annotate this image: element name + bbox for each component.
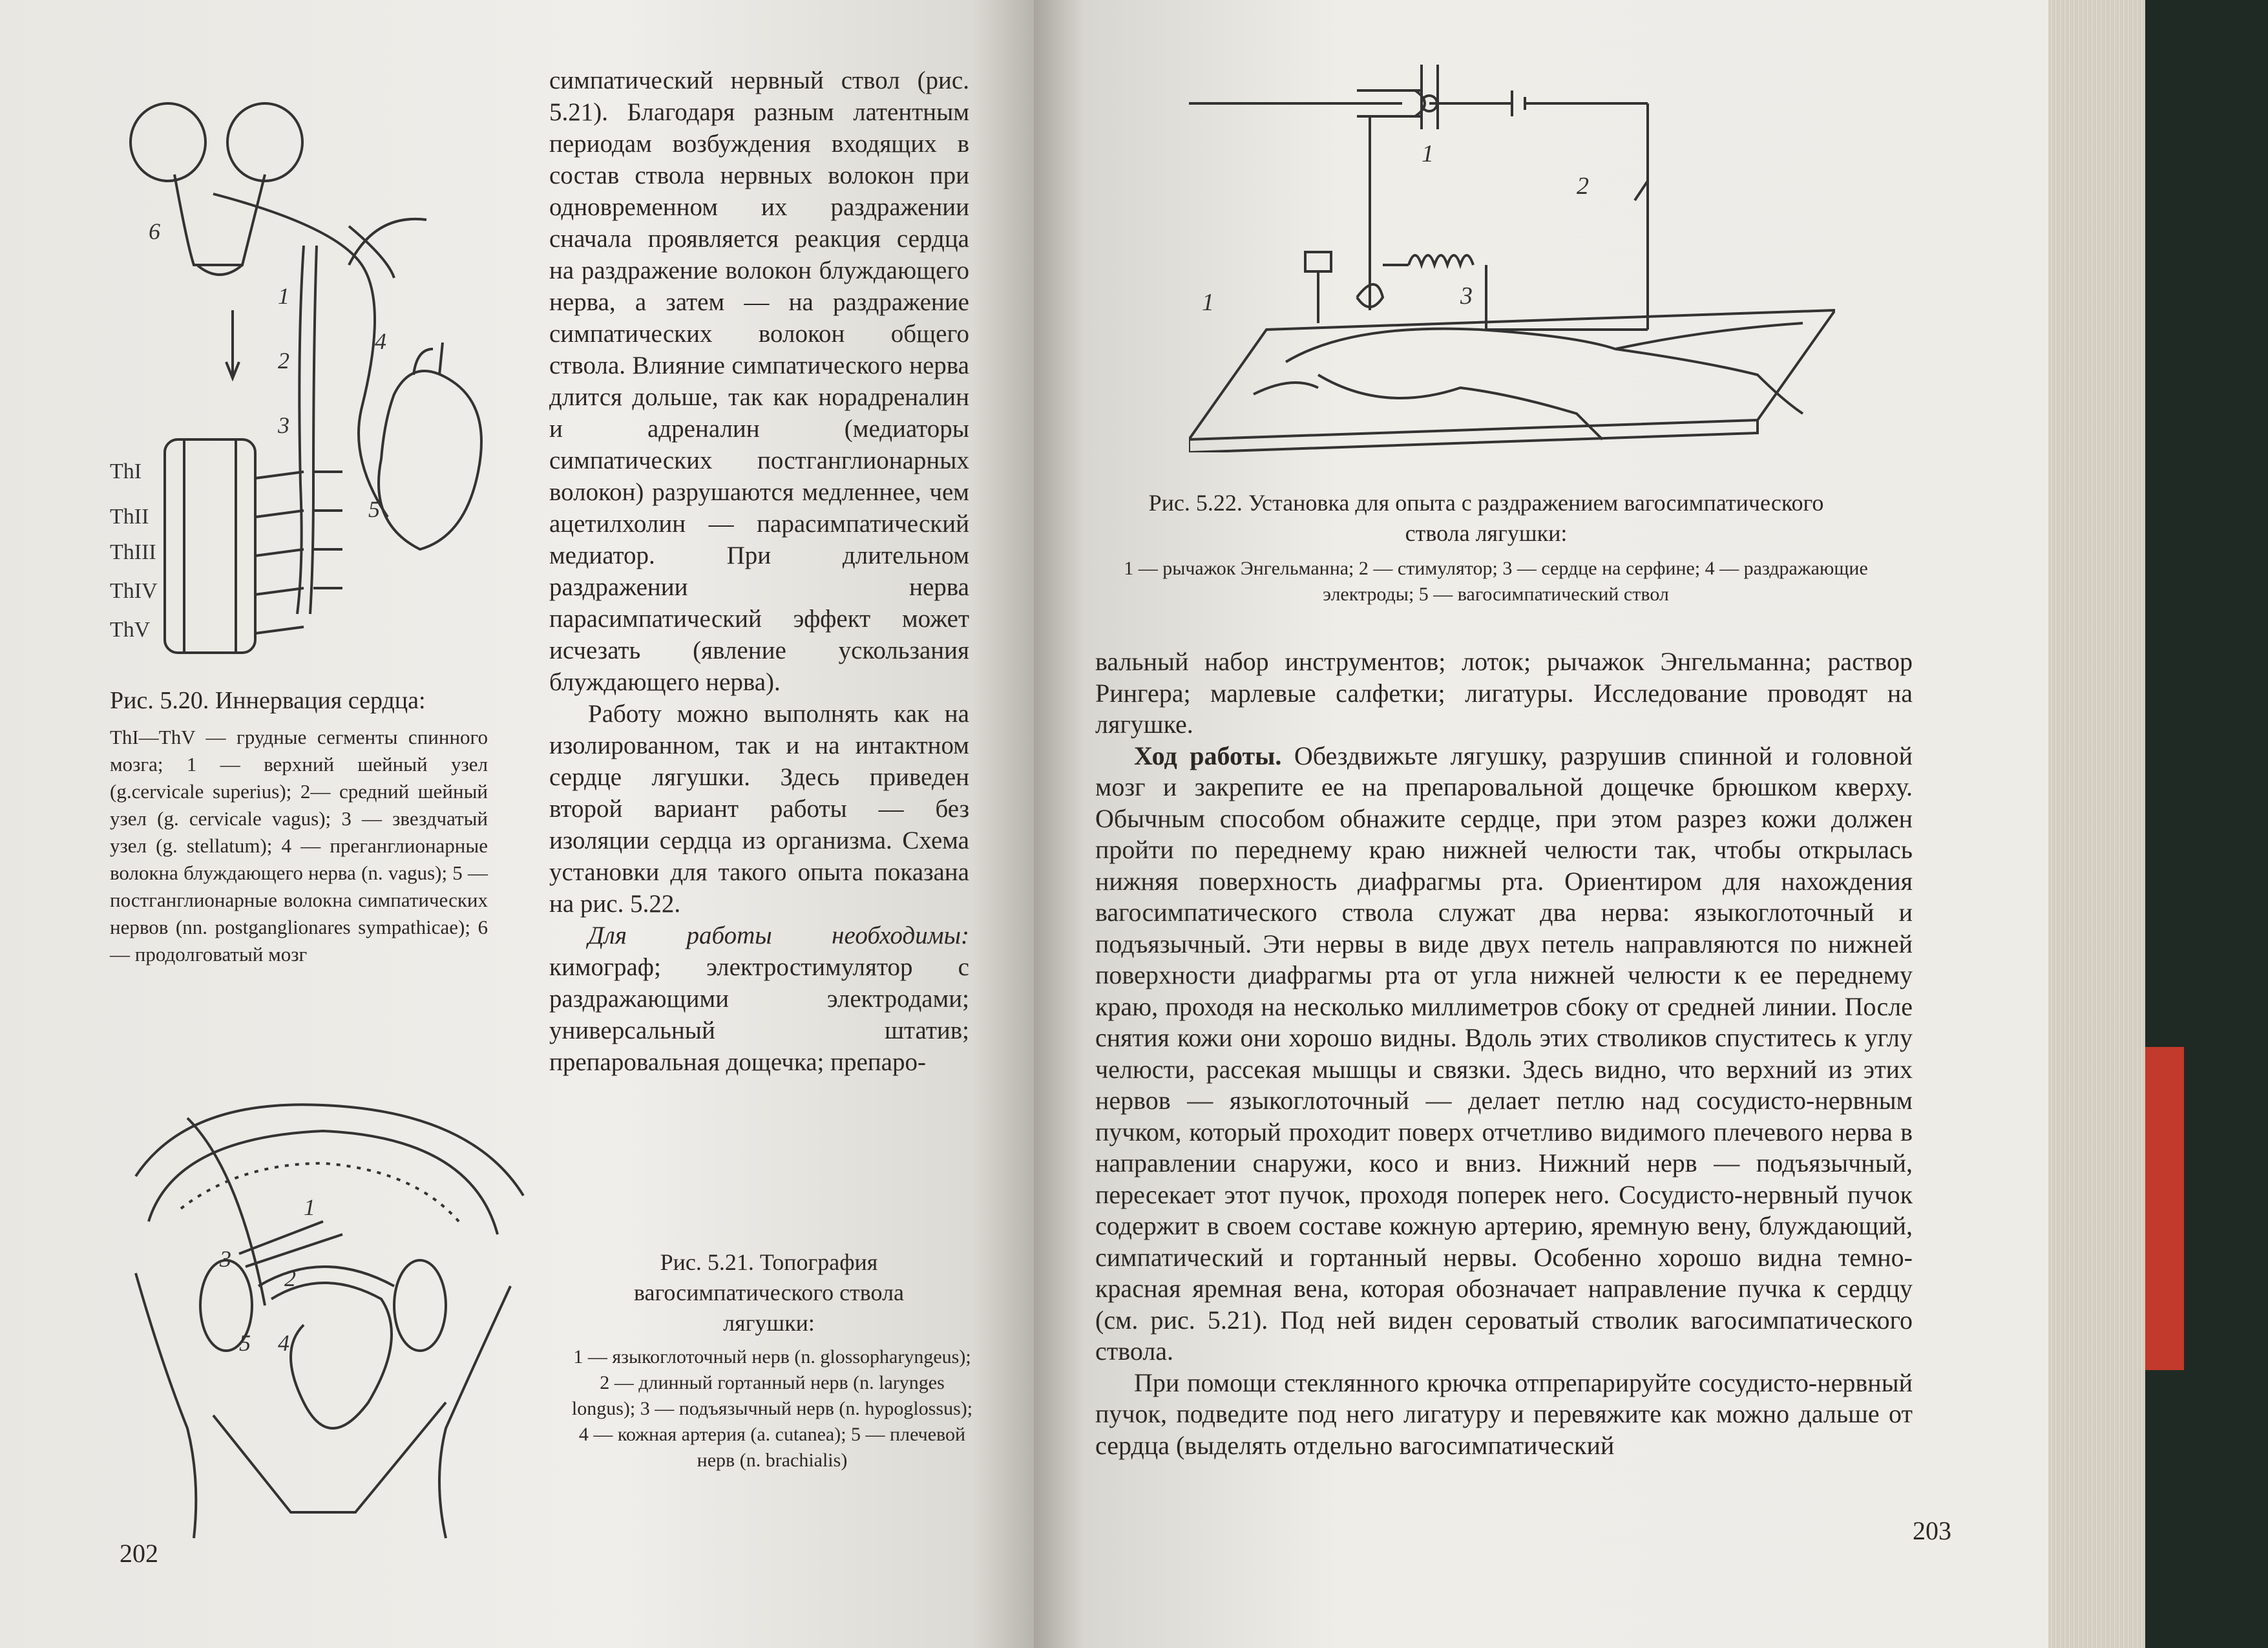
fig521-caption-title: Рис. 5.21. Топография вагосимпатического ствола лягушки: [633,1249,905,1336]
fig520-label-thv: ThV [110,618,151,642]
fig520-num-5: 5 [368,496,380,522]
fig520-label-thiii: ThIII [110,540,156,564]
fig522-caption-title: Рис. 5.22. Установка для опыта с раздражением вагосимпатического ствола лягушки: [1148,490,1824,546]
fig520-caption-body: ThI—ThV — грудные сегменты спинного мозга; 1 — верхний шейный узел (g.cervicale superius); 2— средний шейный узел (g. cervicale vagus); 3 — звездчатый узел (g. stellatum); 4 — преганглионарные волокна блуждающего нерва (n. vagus); 5 — постганглионарные волокна симпатических нервов (nn. postganglionares sympathicae); 6 — продолговатый мозг [110,726,488,966]
fig520-label-thii: ThII [110,505,149,529]
fig520-label-thiv: ThIV [110,579,158,603]
fig522-num-2: 2 [1577,173,1589,200]
right-paragraph-1: вальный набор инструментов; лоток; рычажок Энгельманна; раствор Рингера; марлевые салфетки; лигатуры. Исследование проводят на лягушке. [1095,647,1913,739]
left-paragraph-1: симпатический нервный ствол (рис. 5.21). Благодаря разным латентным периодам возбуждения входящих в состав ствола нервных волокон при одновременном их раздражении сначала проявляется реакция сердца на раздражение волокон блуждающего нерва, а затем — на раздражение симпатических волокон общего ствола. Влияние симпатического нерва длится дольше, так как норадреналин и адреналин (медиаторы симпатических постганглионарных волокон) разрушаются медленнее, чем ацетилхолин — парасимпатический медиатор. При длительном раздражении нерва парасимпатический эффект может исчезать (явление ускользания блуждающего нерва). [549,67,969,696]
right-page [1034,0,2048,1648]
left-text-column [549,65,969,1078]
figure-5-20-illustration [90,71,504,666]
right-paragraph-3: При помощи стеклянного крючка отпрепарируйте сосудисто-нервный пучок, подведите под него лигатуру и перевяжите как можно дальше от сердца (выделять отдельно вагосимпатический [1095,1368,1913,1460]
fig520-num-3: 3 [278,412,289,438]
needed-lead: Для работы необходимы: [588,922,969,949]
fig522-num-1-left: 1 [1202,289,1214,316]
method-rest: Обездвижьте лягушку, разрушив спинной и головной мозг и закрепите ее на препаровальной дощечке брюшком кверху. Обычным способом обнажите сердце, при этом разрез кожи должен пройти по переднему краю нижней челюсти так, чтобы открылась нижняя поверхность диафрагмы рта. Ориентиром для нахождения вагосимпатического ствола служат два нерва: языкоглоточный и подъязычный. Эти нервы в виде двух петель направляются по нижней поверхности диафрагмы рта от угла нижней челюсти к ее переднему краю, проходя на несколько миллиметров сбоку от средней линии. После снятия кожи они хорошо видны. Вдоль этих стволиков спуститесь к углу челюсти, рассекая мышцы и связки. Здесь видно, что верхний из этих нервов — языкоглоточный — делает петлю над сосудисто-нервным пучком, который проходит поверх отчетливо видимого плечевого нерва в направлении снаружи, косо и вниз. Нижний нерв — подъязычный, пересекает этот пучок, проходя поперек него. Сосудисто-нервный пучок содержит в своем составе кожную артерию, яремную вену, блуждающий, симпатический и гортанный нервы. Особенно хорошо видна темно-красная яремная вена, которая обозначает направление пучка к сердцу (см. рис. 5.21). Под ней виден сероватый стволик вагосимпатического ствола. [1095,741,1913,1366]
page-number-right: 203 [1913,1516,1951,1545]
fig521-num-1: 1 [304,1194,315,1220]
fig521-num-5: 5 [239,1330,251,1356]
fig520-num-1: 1 [278,283,289,309]
fig521-caption-body: 1 — языкоглоточный нерв (n. glossopharyngeus); 2 — длинный гортанный нерв (n. larynges longus); 3 — подъязычный нерв (n. hypoglossus); 4 — кожная артерия (a. cutanea); 5 — плечевой нерв (n. brachialis) [571,1346,973,1471]
needed-rest: кимограф; электростимулятор с раздражающими электродами; универсальный штатив; препаровальная дощечка; препаро- [549,953,969,1076]
figure-5-22-illustration [1189,52,1835,452]
fig522-num-3: 3 [1460,282,1473,310]
fig521-num-2: 2 [284,1265,296,1291]
page-edges [2048,0,2145,1648]
left-paragraph-3 [549,920,969,1078]
right-text-column [1095,646,1913,1461]
book-cover [2145,0,2268,1648]
fig520-label-thi: ThI [110,460,142,483]
fig521-num-3: 3 [220,1246,231,1272]
fig521-num-4: 4 [278,1330,289,1356]
left-paragraph-2: Работу можно выполнять как на изолированном, так и на интактном сердце лягушки. Здесь приведен второй вариант работы — без изоляции сердца из организма. Схема установки для такого опыта показана на рис. 5.22. [549,700,969,918]
left-page [0,0,1034,1648]
fig520-caption-title: Рис. 5.20. Иннервация сердца: [110,687,426,714]
fig520-num-6: 6 [149,218,160,244]
fig522-num-1-top: 1 [1422,140,1434,167]
fig520-num-4: 4 [375,328,386,354]
fig520-num-2: 2 [278,348,289,374]
cover-red-stripe [2145,1047,2184,1370]
right-paragraph-2 [1095,741,1913,1368]
fig522-caption-body: 1 — рычажок Энгельманна; 2 — стимулятор; 3 — сердце на серфине; 4 — раздражающие электроды; 5 — вагосимпатический ствол [1124,558,1868,605]
method-lead: Ход работы. [1134,741,1282,770]
page-number-left: 202 [120,1539,158,1568]
figure-5-21-illustration [110,1092,536,1545]
